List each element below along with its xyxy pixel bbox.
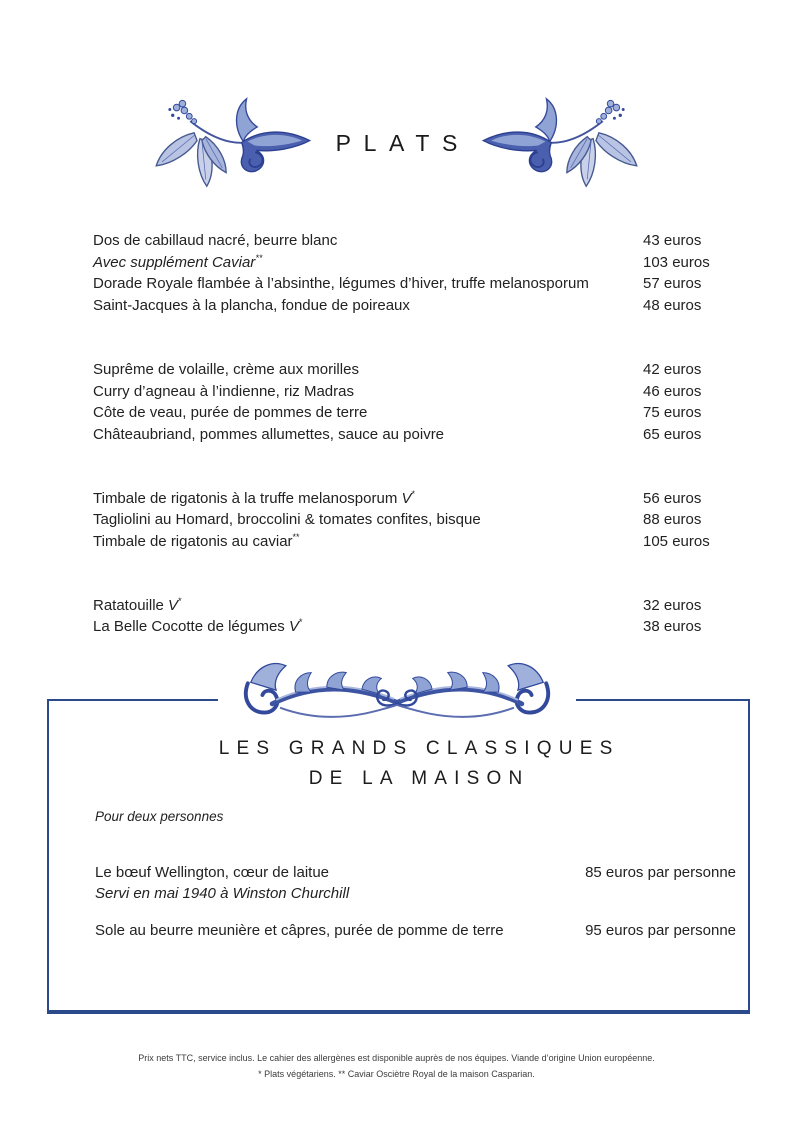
menu-group [93,595,741,638]
menu-list [93,230,741,680]
baroque-scrollwork-icon [218,655,576,735]
classics-box [47,699,750,1014]
menu-item-name: Timbale de rigatonis au caviar** [93,532,300,551]
menu-item-price: 105 euros [643,533,710,551]
menu-item-price: 88 euros [643,511,702,529]
menu-item-name: Sole au beurre meunière et câpres, purée de pomme de terre [95,922,504,939]
floral-sprig-right-icon [477,92,645,194]
vegetarian-marker: V [163,596,179,614]
page-title: PLATS [335,129,471,156]
classics-items [95,862,736,941]
menu-item-price: 42 euros [643,360,702,378]
menu-item-price: 57 euros [643,275,702,293]
menu-item-name: Tagliolini au Homard, broccolini & tomates confites, bisque [93,511,481,529]
menu-item [93,531,741,553]
menu-item-name: Châteaubriand, pommes allumettes, sauce au poivre [93,425,445,443]
menu-item-price: 46 euros [643,382,702,400]
menu-item-name: Côte de veau, purée de pommes de terre [93,404,368,422]
asterisk-marker: * [411,488,416,499]
menu-item-name: Ratatouille V* [93,595,182,614]
menu-item [93,424,741,446]
menu-item-price: 103 euros [643,253,710,271]
menu-item [93,230,741,252]
menu-item-price: 38 euros [643,618,702,636]
menu-item-name: Dorade Royale flambée à l’absinthe, légumes d’hiver, truffe melanosporum [93,275,589,293]
menu-item-name: Saint-Jacques à la plancha, fondue de poireaux [93,297,410,315]
classics-subtitle: Pour deux personnes [95,809,224,824]
menu-item-name: La Belle Cocotte de légumes V* [93,617,303,636]
menu-item [93,509,741,531]
classics-title-line1: LES GRANDS CLASSIQUES [218,738,620,759]
menu-item-price: 56 euros [643,489,702,507]
asterisk-marker: ** [292,532,300,543]
menu-item-name: Curry d’agneau à l’indienne, riz Madras [93,382,354,400]
menu-group [93,488,741,553]
menu-item-price: 65 euros [643,425,702,443]
classic-item-note: Servi en mai 1940 à Winston Churchill [95,885,350,902]
menu-item [93,252,741,274]
menu-item [93,402,741,424]
vegetarian-marker: V [397,489,412,507]
menu-item-price: 32 euros [643,596,702,614]
menu-item [93,273,741,295]
menu-item-price: 48 euros [643,297,702,315]
floral-sprig-left-icon [148,92,316,194]
classic-item-name [95,862,361,904]
footer-line2: * Plats végétariens. ** Caviar Osciètre Royal de la maison Casparian. [258,1068,535,1079]
page-footer [0,1051,793,1082]
plats-header [0,92,793,194]
classic-item-name [95,920,516,941]
menu-item-name: Avec supplément Caviar** [93,252,263,271]
footer-line1: Prix nets TTC, service inclus. Le cahier des allergènes est disponible auprès de nos équipes. Viande d’origine Union européenne. [138,1053,655,1063]
asterisk-marker: * [178,595,182,606]
menu-item [93,488,741,510]
menu-item-name: Suprême de volaille, crème aux morilles [93,360,359,378]
menu-item [93,616,741,638]
asterisk-marker: * [298,617,303,628]
menu-item [93,295,741,317]
classic-item-price: 85 euros par personne [585,864,736,881]
classics-title-line2: DE LA MAISON [308,768,530,789]
menu-item [93,381,741,403]
menu-group [93,359,741,446]
menu-group [93,230,741,317]
menu-item [93,359,741,381]
menu-item-price: 75 euros [643,404,702,422]
classic-item-price: 95 euros par personne [585,922,736,939]
menu-item-name: Timbale de rigatonis à la truffe melanosporum V* [93,488,416,507]
menu-item-name: Le bœuf Wellington, cœur de laitue [95,864,330,881]
asterisk-marker: ** [255,252,263,263]
vegetarian-marker: V [284,618,299,636]
menu-item-price: 43 euros [643,232,702,249]
classic-item [95,862,736,904]
classic-item [95,920,736,941]
menu-item-name: Dos de cabillaud nacré, beurre blanc [93,232,338,249]
menu-item [93,595,741,617]
